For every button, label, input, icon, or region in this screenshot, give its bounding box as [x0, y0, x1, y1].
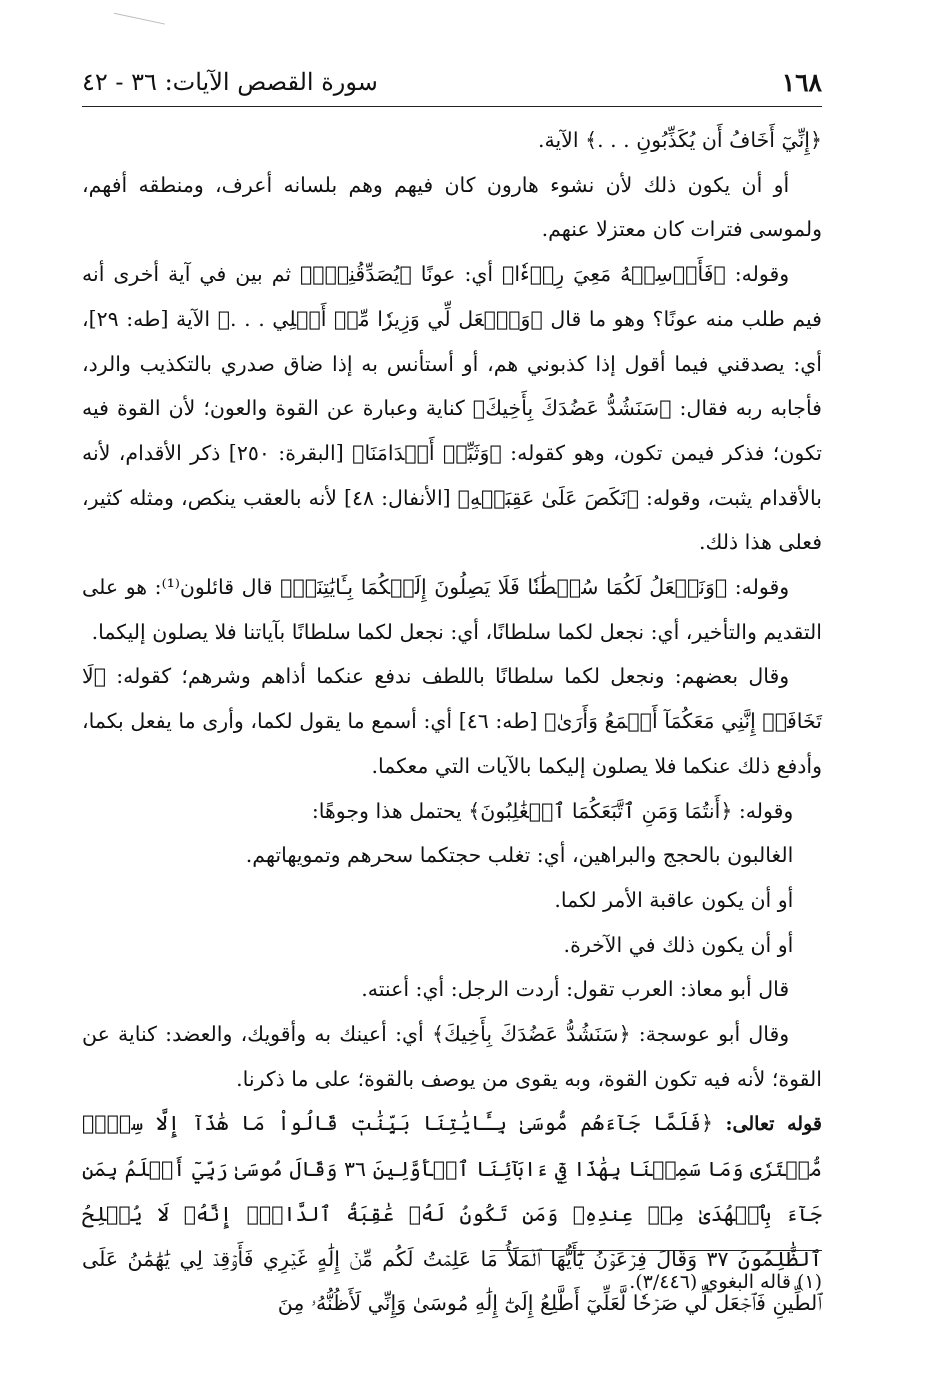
paragraph: أو أن يكون ذلك لأن نشوء هارون كان فيهم وهم بلسانه أعرف، ومنطقه أفهم، ولموسى فترات كان معتزلا عنهم.	[82, 172, 822, 242]
page-number: ١٦٨	[781, 67, 822, 97]
page-header	[82, 60, 822, 104]
paragraph: قال أبو معاذ: العرب تقول: أردت الرجل: أي: أعنته.	[361, 977, 790, 1002]
paragraph: وقوله: ﴿فَأَرۡسِلۡهُ مَعِيَ رِدۡءٗا﴾ أي: عونًا ﴿يُصَدِّقُنِيٓۖ﴾ ثم بين في آية أخرى أنه فيم طلب منه عونًا؟ وهو ما قال ﴿وَٱجۡعَل لِّي وَزِيرٗا مِّنۡ أَهۡلِي . . .﴾ الآية [طه: ٢٩]، أي: يصدقني فيما أقول إذا كذبوني هم، أو أستأنس به إذا ضاق صدري بالتكذيب والرد، فأجابه ربه فقال: ﴿سَنَشُدُّ عَضُدَكَ بِأَخِيكَ﴾ كناية وعبارة عن القوة والعون؛ لأن القوة فيه تكون؛ فذكر فيمن تكون، وهو كقوله: ﴿وَثَبِّتۡ أَقۡدَامَنَا﴾ [البقرة: ٢٥٠] ذكر الأقدام، لأنه بالأقدام يثبت، وقوله: ﴿نَكَصَ عَلَىٰ عَقِبَيۡهِ﴾ [الأنفال: ٤٨] لأنه بالعقب ينكص، ومثله كثير، فعلى هذا ذلك.	[82, 262, 822, 555]
paragraph: وقوله: ﴿أَنتُمَا وَمَنِ ٱتَّبَعَكُمَا ٱلۡغَٰلِبُونَ﴾ يحتمل هذا وجوهًا:	[311, 798, 794, 823]
paragraph: وقال بعضهم: ونجعل لكما سلطانًا باللطف ندفع عنكما أذاهم وشرهم؛ كقوله: ﴿لَا تَخَافَآۖ إِنَّنِي مَعَكُمَآ أَسۡمَعُ وَأَرَىٰ﴾ [طه: ٤٦] أي: أسمع ما يقول لكما، وأرى ما يفعل بكما، وأدفع ذلك عنكما فلا يصلون إليكما بالآيات التي معكما.	[82, 664, 822, 778]
paragraph: أو أن يكون عاقبة الأمر لكما.	[554, 887, 794, 912]
paragraph: ﴿إِنِّيٓ أَخَافُ أَن يُكَذِّبُونِ . . .﴾ الآية.	[537, 128, 822, 152]
verse-lead: قوله تعالى:	[725, 1113, 822, 1136]
header-divider	[82, 106, 822, 107]
paragraph: وقال أبو عوسجة: ﴿سَنَشُدُّ عَضُدَكَ بِأَخِيكَ﴾ أي: أعينك به وأقويك، والعضد: كناية عن القوة؛ لأنه فيه تكون القوة، وبه يقوى من يوصف بالقوة؛ على ما ذكرنا.	[82, 1022, 822, 1091]
verse-text: ﴿فَلَمَّا جَآءَهُم مُّوسَىٰ بِـَٔايَٰتِنَا بَيِّنَٰتٖ قَالُواْ مَا هَٰذَآ إِلَّا سِحۡرٞ مُّفۡتَرٗى وَمَا سَمِعۡنَا بِهَٰذَا فِيٓ ءَابَآئِنَا ٱلۡأَوَّلِينَ ٣٦ وَقَالَ مُوسَىٰ رَبِّيٓ أَعۡلَمُ بِمَن جَآءَ بِٱلۡهُدَىٰ مِنۡ عِندِهِۦ وَمَن تَكُونُ لَهُۥ عَٰقِبَةُ ٱلدَّارِۚ إِنَّهُۥ لَا يُفۡلِحُ ٱلظَّٰلِمُونَ ٣٧ وَقَالَ فِرۡعَوۡنُ يَٰٓأَيُّهَا ٱلۡمَلَأُ مَا عَلِمۡتُ لَكُم مِّنۡ إِلَٰهٍ غَيۡرِي فَأَوۡقِدۡ لِي يَٰهَٰمَٰنُ عَلَى ٱلطِّينِ فَٱجۡعَل لِّي صَرۡحٗا لَّعَلِّيٓ أَطَّلِعُ إِلَىٰٓ إِلَٰهِ مُوسَىٰ وَإِنِّي لَأَظُنُّهُۥ مِنَ	[82, 1111, 823, 1316]
footnote-divider	[490, 1250, 822, 1251]
running-title: سورة القصص الآيات: ٣٦ - ٤٢	[82, 68, 378, 96]
paragraph: الغالبون بالحجج والبراهين، أي: تغلب حجتكما سحرهم وتمويهاتهم.	[245, 843, 794, 868]
scan-artifact	[111, 13, 165, 38]
footnote: (١) قاله البغوي (٣/٤٤٦).	[629, 1271, 822, 1293]
paragraph: وقوله: ﴿وَنَجۡعَلُ لَكُمَا سُلۡطَٰنٗا فَلَا يَصِلُونَ إِلَيۡكُمَا بِـَٔايَٰتِنَآۚ﴾ قال قائلون⁽¹⁾: هو على التقديم والتأخير، أي: نجعل لكما سلطانًا، أي: نجعل لكما سلطانًا بآياتنا فلا يصلون إليكما.	[82, 575, 822, 644]
paragraph: أو أن يكون ذلك في الآخرة.	[563, 932, 794, 957]
